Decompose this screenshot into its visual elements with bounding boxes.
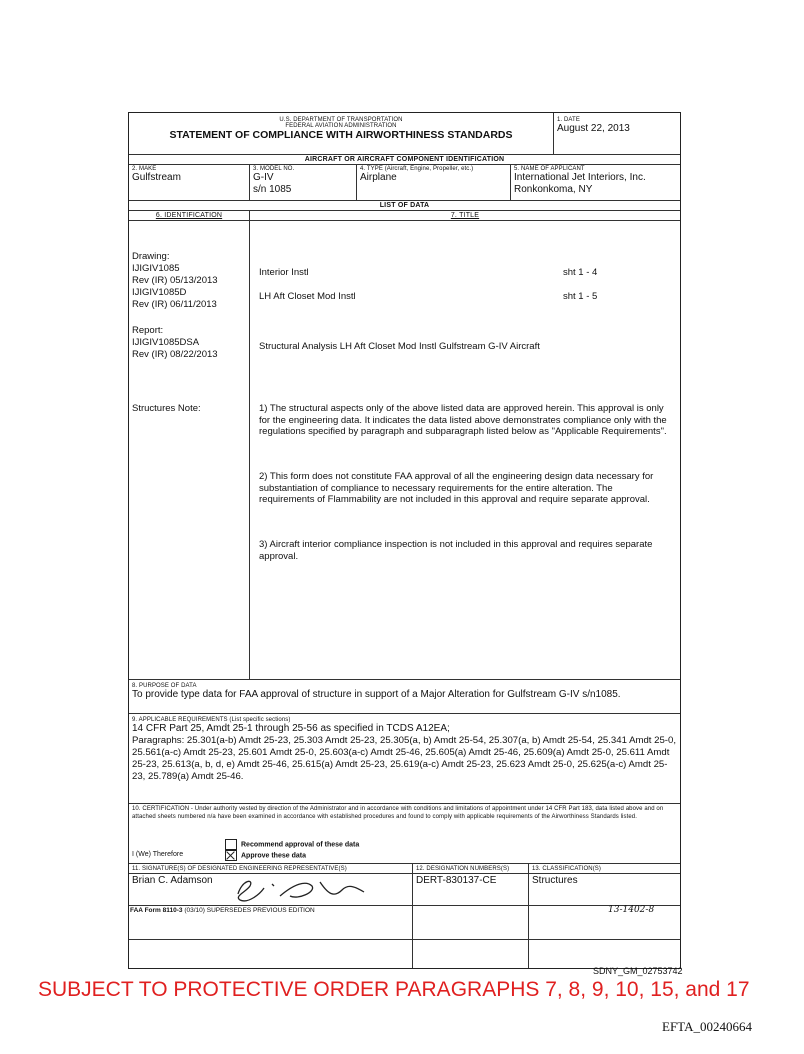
form-number: FAA Form 8110-3 <box>130 907 183 914</box>
certification-row <box>129 804 680 864</box>
serial-value: s/n 1085 <box>253 184 292 195</box>
requirements-label: 9. APPLICABLE REQUIREMENTS (List specific sections) <box>132 717 291 723</box>
header-title-block <box>129 113 553 154</box>
der-name: Brian C. Adamson <box>132 875 213 886</box>
make-label: 2. MAKE <box>132 166 157 172</box>
signature-header-row <box>129 864 680 874</box>
purpose-block <box>129 680 680 702</box>
date-label: 1. DATE <box>557 117 580 123</box>
purpose-value: To provide type data for FAA approval of structure in support of a Major Alteration for Gulfstream G-IV s/n1085. <box>132 689 621 700</box>
drawing2-id: IJIGIV1085D <box>132 287 187 298</box>
handwritten-signature <box>224 874 374 904</box>
report-rev: Rev (IR) 08/22/2013 <box>132 349 218 360</box>
signature-row-3 <box>129 940 680 968</box>
applicant-label: 5. NAME OF APPLICANT <box>514 166 585 172</box>
report-title: Structural Analysis LH Aft Closet Mod Instl Gulfstream G-IV Aircraft <box>259 341 540 352</box>
list-of-data-body <box>129 221 680 680</box>
structures-note-1: 1) The structural aspects only of the above listed data are approved herein. This approval is only for the engineering data. It indicates the data listed above demonstrates compliance only with the regulations specified by paragraph and subparagraph listed below as "Applicable Requirements". <box>259 403 667 437</box>
aircraft-ident-row <box>129 165 680 201</box>
handwritten-number: 13-1402-8 <box>608 905 655 915</box>
drawing1-title: Interior Instl <box>259 267 309 278</box>
column-divider <box>249 221 250 679</box>
drawing2-rev: Rev (IR) 06/11/2013 <box>132 299 217 310</box>
recommend-label: Recommend approval of these data <box>241 841 360 849</box>
faa-form-8110-3 <box>128 112 681 969</box>
certification-text: 10. CERTIFICATION - Under authority vested by direction of the Administrator and in accordance with conditions and limitations of appointment under 14 CFR Part 183, data listed above and on attached sheets numbered n/a have been examined in accordance with established procedures and found to comply with applicable requirements of the Airworthiness Standards listed. <box>132 806 664 820</box>
empty-designation-cell-2 <box>412 940 528 968</box>
protective-order-notice: SUBJECT TO PROTECTIVE ORDER PARAGRAPHS 7, 8, 9, 10, 15, and 17 <box>38 978 750 1001</box>
identification-column: 6. IDENTIFICATION <box>155 212 223 219</box>
classification-col-label: 13. CLASSIFICATION(S) <box>528 864 680 873</box>
drawing1-rev: Rev (IR) 05/13/2013 <box>132 275 218 286</box>
type-value: Airplane <box>360 172 397 183</box>
drawing1-id: IJIGIV1085 <box>132 263 180 274</box>
type-block <box>356 165 510 200</box>
model-block <box>249 165 356 200</box>
efta-number: EFTA_00240664 <box>662 1019 752 1034</box>
drawing1-sheets: sht 1 - 4 <box>563 267 598 278</box>
empty-designation-cell <box>412 906 528 939</box>
approve-checkbox[interactable] <box>225 850 237 861</box>
empty-classification-cell-2 <box>528 940 680 968</box>
form-edition: (03/10) SUPERSEDES PREVIOUS EDITION <box>184 907 315 914</box>
type-label: 4. TYPE (Aircraft, Engine, Propeller, etc.) <box>360 166 474 172</box>
form-title: STATEMENT OF COMPLIANCE WITH AIRWORTHINESS STANDARDS <box>169 129 513 141</box>
list-columns-row <box>129 211 680 221</box>
purpose-label: 8. PURPOSE OF DATA <box>132 683 197 689</box>
make-block <box>129 165 249 200</box>
drawing2-sheets: sht 1 - 5 <box>563 291 598 302</box>
list-of-data-heading-row <box>129 201 680 211</box>
designation-col-label: 12. DESIGNATION NUMBERS(S) <box>412 864 528 873</box>
approve-label: Approve these data <box>241 852 306 860</box>
therefore-label: I (We) Therefore <box>132 851 184 858</box>
date-block <box>553 113 680 154</box>
structures-note-2: 2) This form does not constitute FAA approval of all the engineering design data necessary for substantiation of compliance to necessary requirements for the entire alteration. The requirements of Flammability are not included in this approval and require separate approval. <box>259 471 654 505</box>
form-footer <box>130 907 315 914</box>
bates-number: SDNY_GM_02753742 <box>593 966 683 976</box>
designation-number: DERT-830137-CE <box>412 874 528 905</box>
agency-name: FEDERAL AVIATION ADMINISTRATION <box>285 123 397 129</box>
requirements-row <box>129 714 680 804</box>
report-label: Report: <box>132 325 164 336</box>
applicant-city: Ronkonkoma, NY <box>514 184 593 195</box>
empty-classification-cell <box>528 906 680 939</box>
drawing-label: Drawing: <box>132 251 170 262</box>
model-value: G-IV <box>253 172 274 183</box>
approve-option <box>225 850 306 861</box>
structures-note-3: 3) Aircraft interior compliance inspection is not included in this approval and requires separate approval. <box>259 539 653 562</box>
form-header <box>129 113 680 155</box>
requirements-line1: 14 CFR Part 25, Amdt 25-1 through 25-56 as specified in TCDS A12EA; <box>132 723 450 734</box>
applicant-name: International Jet Interiors, Inc. <box>514 172 646 183</box>
model-label: 3. MODEL NO. <box>253 166 295 172</box>
list-of-data-heading: LIST OF DATA <box>379 202 430 209</box>
aircraft-section-heading: AIRCRAFT OR AIRCRAFT COMPONENT IDENTIFICATION <box>304 156 505 163</box>
aircraft-section-row <box>129 155 680 165</box>
dept-name: U.S. DEPARTMENT OF TRANSPORTATION <box>279 117 403 123</box>
signature-col-label: 11. SIGNATURE(S) OF DESIGNATED ENGINEERING REPRESENTATIVE(S) <box>132 866 347 872</box>
drawing2-title: LH Aft Closet Mod Instl <box>259 291 356 302</box>
signature-row-1 <box>129 874 680 906</box>
requirements-paragraphs: Paragraphs: 25.301(a-b) Amdt 25-23, 25.303 Amdt 25-23, 25.305(a, b) Amdt 25-54, 25.307(a, b) Amdt 25-54, 25.341 Amdt 25-0, 25.561(a-c) Amdt 25-23, 25.601 Amdt 25-0, 25.603(a-c) Amdt 25-46, 25.605(a) Amdt 25-46, 25.609(a) Amdt 25-0, 25.611 Amdt 25-23, 25.613(a, b, d, e) Amdt 25-46, 25.615(a) Amdt 25-23, 25.619(a-c) Amdt 25-23, 25.623 Amdt 25-0, 25.625(a-c) Amdt 25-23, 25.789(a) Amdt 25-46. <box>132 735 676 782</box>
purpose-row <box>129 680 680 714</box>
recommend-option <box>225 839 359 850</box>
recommend-checkbox[interactable] <box>225 839 237 850</box>
report-id: IJIGIV1085DSA <box>132 337 200 348</box>
make-value: Gulfstream <box>132 172 181 183</box>
signature-cell <box>129 874 412 905</box>
classification-value: Structures <box>528 874 680 905</box>
date-value: August 22, 2013 <box>557 123 630 134</box>
title-column: 7. TITLE <box>249 211 680 220</box>
requirements-block <box>129 714 680 784</box>
empty-signature-cell-2 <box>129 940 412 968</box>
structures-note-label: Structures Note: <box>132 403 201 414</box>
applicant-block <box>510 165 680 200</box>
